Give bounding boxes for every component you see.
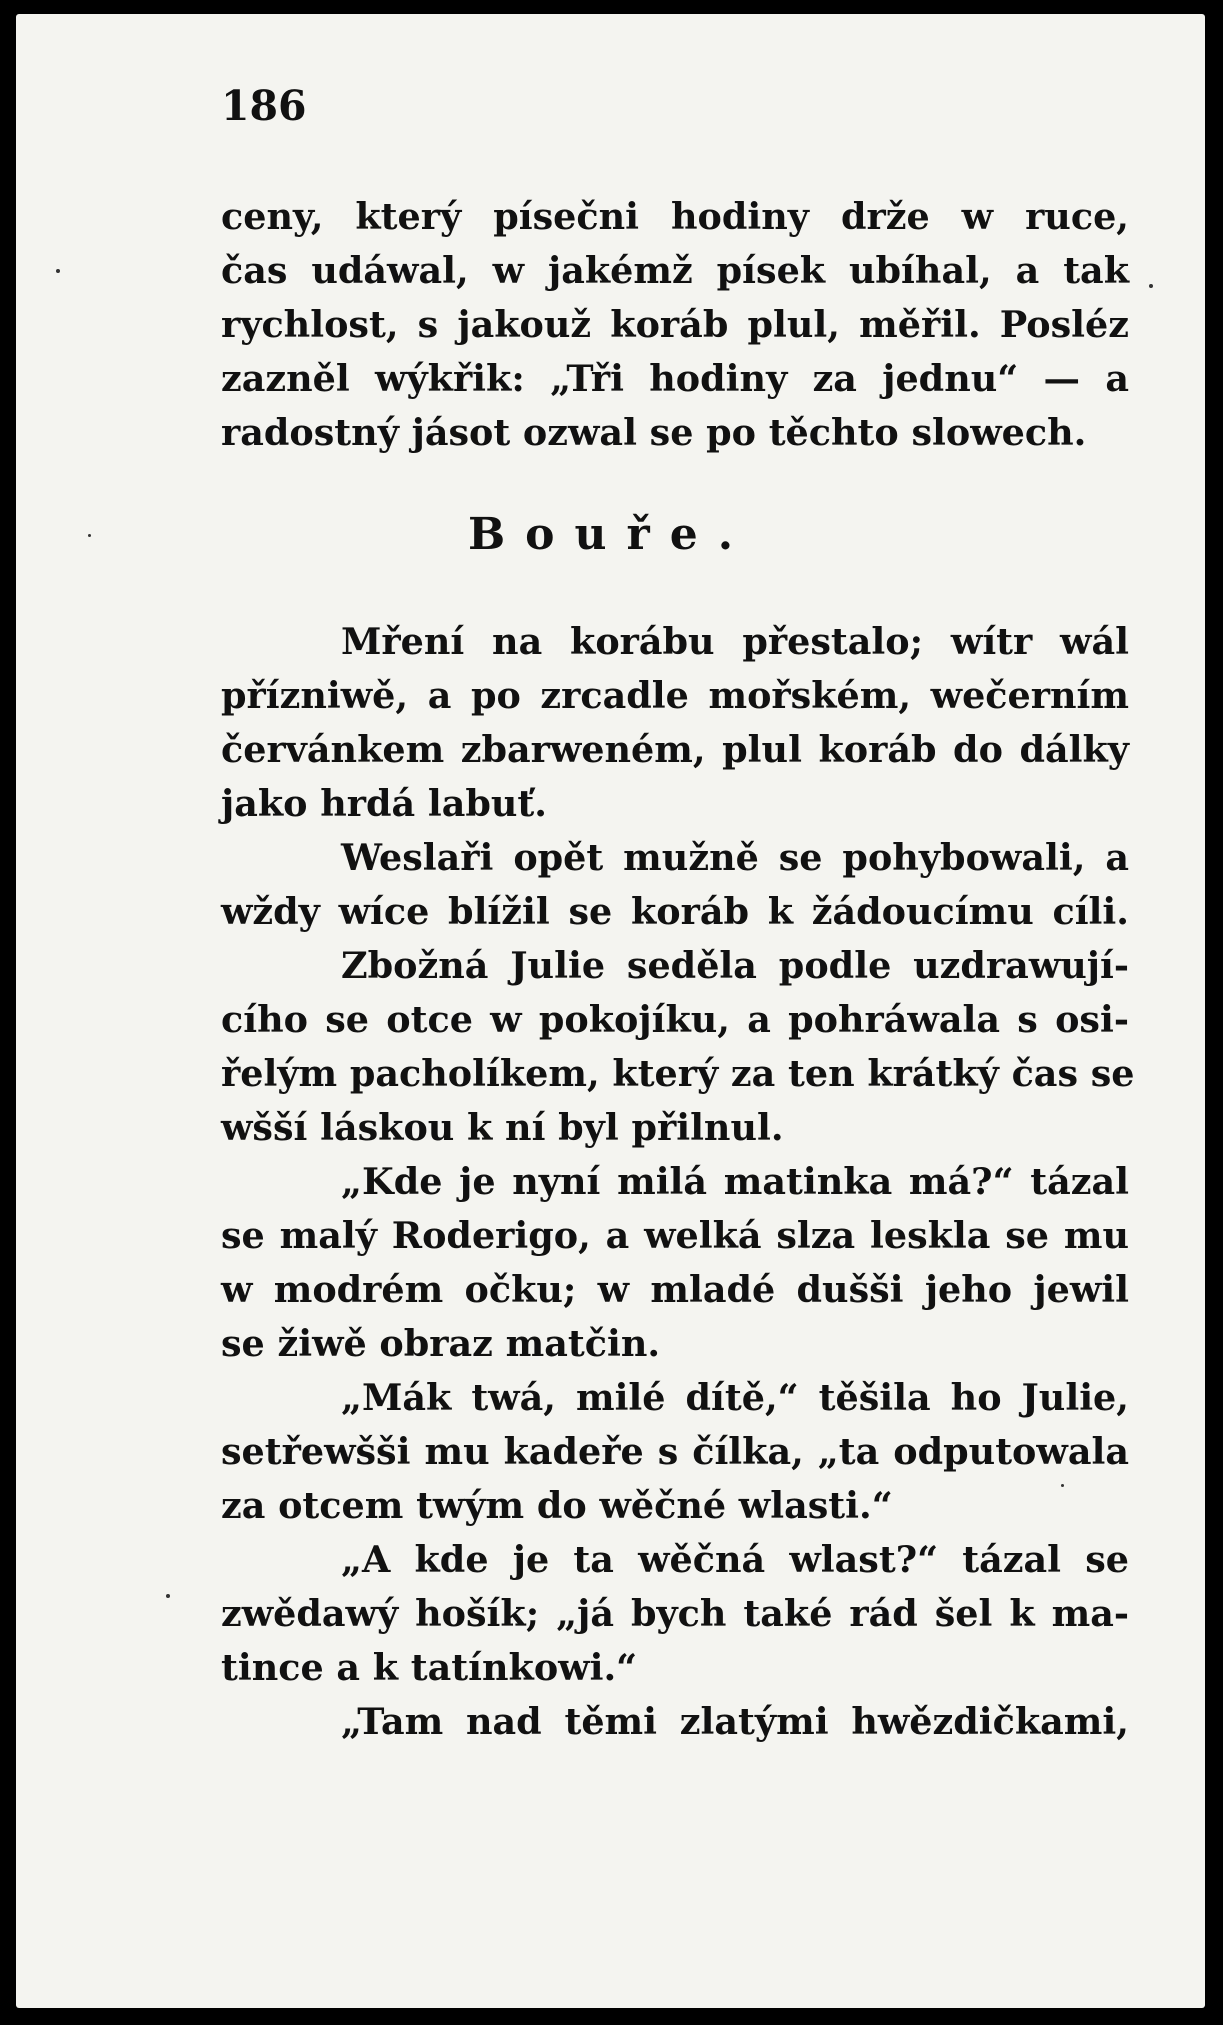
section-heading: Bouře. (467, 509, 754, 560)
text-line: radostný jásot ozwal se po těchto slowech. (221, 411, 1087, 454)
text-line: zazněl wýkřik: „Tři hodiny za jednu“ — a (221, 357, 1129, 400)
scan-speck (56, 269, 60, 273)
text-line: se žiwě obraz matčin. (221, 1322, 661, 1365)
text-line: rychlost, s jakouž koráb plul, měřil. Posléz (221, 303, 1129, 346)
text-line: „Tam nad těmi zlatými hwězdičkami, (341, 1700, 1129, 1743)
text-line: zwědawý hošík; „já bych také rád šel k ma- (221, 1592, 1129, 1635)
text-line: „A kde je ta wěčná wlast?“ tázal se (341, 1538, 1129, 1581)
book-page (16, 14, 1205, 2008)
scan-speck (1149, 284, 1153, 288)
scan-speck (88, 534, 91, 537)
scan-speck (166, 1594, 170, 1598)
text-line: řelým pacholíkem, který za ten krátký čas se (221, 1052, 1135, 1095)
text-line: ceny, který písečni hodiny drže w ruce, (221, 195, 1129, 238)
text-line: Zbožná Julie seděla podle uzdrawují- (341, 944, 1129, 987)
text-line: červánkem zbarweném, plul koráb do dálky (221, 728, 1129, 771)
text-line: „Mák twá, milé dítě,“ těšila ho Julie, (341, 1376, 1129, 1419)
text-line: Weslaři opět mužně se pohybowali, a (341, 836, 1129, 879)
page-number: 186 (221, 82, 307, 130)
scan-speck (1061, 1484, 1064, 1487)
text-line: cího se otce w pokojíku, a pohráwala s osi- (221, 998, 1129, 1041)
text-line: „Kde je nyní milá matinka má?“ tázal (341, 1160, 1129, 1203)
text-line: se malý Roderigo, a welká slza leskla se mu (221, 1214, 1129, 1257)
text-line: wšší láskou k ní byl přilnul. (221, 1106, 784, 1149)
text-line: jako hrdá labuť. (221, 782, 547, 825)
text-line: Mření na korábu přestalo; wítr wál (341, 620, 1129, 663)
text-line: přízniwě, a po zrcadle mořském, wečerním (221, 674, 1129, 717)
text-line: čas udáwal, w jakémž písek ubíhal, a tak (221, 249, 1129, 292)
text-line: za otcem twým do wěčné wlasti.“ (221, 1484, 893, 1527)
text-line: setřewšši mu kadeře s čílka, „ta odputowala (221, 1430, 1129, 1473)
text-line: wždy wíce blížil se koráb k žádoucímu cíli. (221, 890, 1129, 933)
text-line: tince a k tatínkowi.“ (221, 1646, 638, 1689)
text-line: w modrém očku; w mladé dušši jeho jewil (221, 1268, 1129, 1311)
